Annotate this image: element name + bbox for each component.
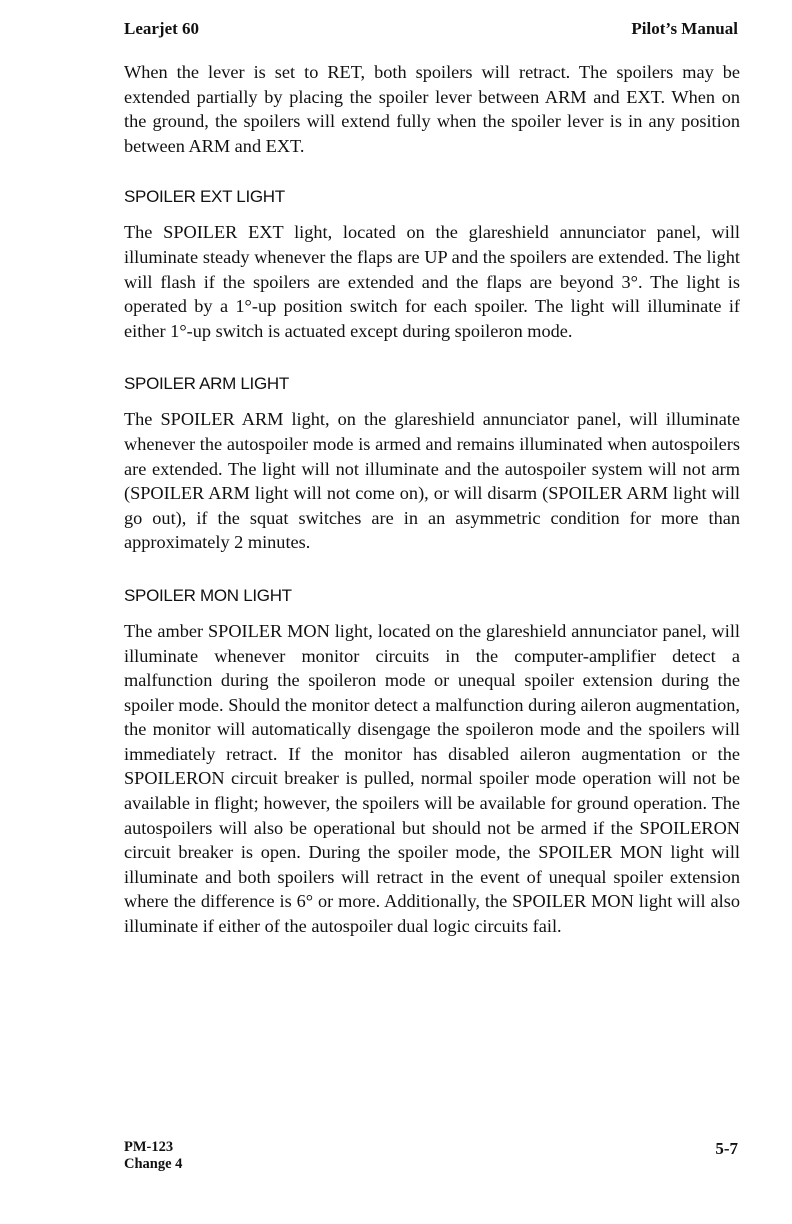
footer-change: Change 4 <box>124 1156 183 1172</box>
page-number: 5-7 <box>715 1139 738 1158</box>
header-manual-title: Pilot’s Manual <box>631 19 738 38</box>
page-footer <box>124 1139 738 1173</box>
header-aircraft-title: Learjet 60 <box>124 19 200 38</box>
section-heading-spoiler-mon-light: SPOILER MON LIGHT <box>124 585 292 605</box>
page-content <box>124 60 740 939</box>
footer-doc-number: PM-123 <box>124 1139 174 1155</box>
section-heading-spoiler-arm-light: SPOILER ARM LIGHT <box>124 374 289 394</box>
intro-paragraph: When the lever is set to RET, both spoilers will retract. The spoilers may be extended partially by placing the spoiler lever between ARM and EXT. When on the ground, the spoilers will extend fully when the spoiler lever is in any position between ARM and EXT. <box>124 62 740 156</box>
section-text-spoiler-ext-light: The SPOILER EXT light, located on the glareshield annunciator panel, will illuminate steady whenever the flaps are UP and the spoilers are extended. The light will flash if the spoilers are extended and the flaps are beyond 3°. The light is operated by a 1°-up position switch for each spoiler. The light will illuminate if either 1°-up switch is actuated except during spoileron mode. <box>124 222 740 341</box>
section-text-spoiler-mon-light: The amber SPOILER MON light, located on the glareshield annunciator panel, will illuminate whenever monitor circuits in the computer-amplifier detect a malfunction during the spoileron mode or unequal spoiler extension during the spoiler mode. Should the monitor detect a malfunction during aileron augmentation, the monitor will automatically disengage the spoileron mode and the spoilers will immediately retract. If the monitor has disabled aileron augmentation or the SPOILERON circuit breaker is pulled, normal spoiler mode operation will not be available in flight; however, the spoilers will be available for ground operation. The autospoilers will also be operational but should not be armed if the SPOILERON circuit breaker is open. During the spoiler mode, the SPOILER MON light will illuminate and both spoilers will retract in the event of unequal spoiler extension where the difference is 6° or more. Additionally, the SPOILER MON light will also illuminate if either of the autospoiler dual logic circuits fail. <box>124 620 740 937</box>
section-heading-spoiler-ext-light: SPOILER EXT LIGHT <box>124 187 285 207</box>
footer-doc-info <box>124 1139 182 1173</box>
section-text-spoiler-arm-light: The SPOILER ARM light, on the glareshield annunciator panel, will illuminate whenever the autospoiler mode is armed and remains illuminated when autospoilers are extended. The light will not illuminate and the autospoiler system will not arm (SPOILER ARM light will not come on), or will disarm (SPOILER ARM light will go out), if the squat switches are in an asymmetric condition for more than approximately 2 minutes. <box>124 409 740 553</box>
page-header <box>124 18 738 40</box>
